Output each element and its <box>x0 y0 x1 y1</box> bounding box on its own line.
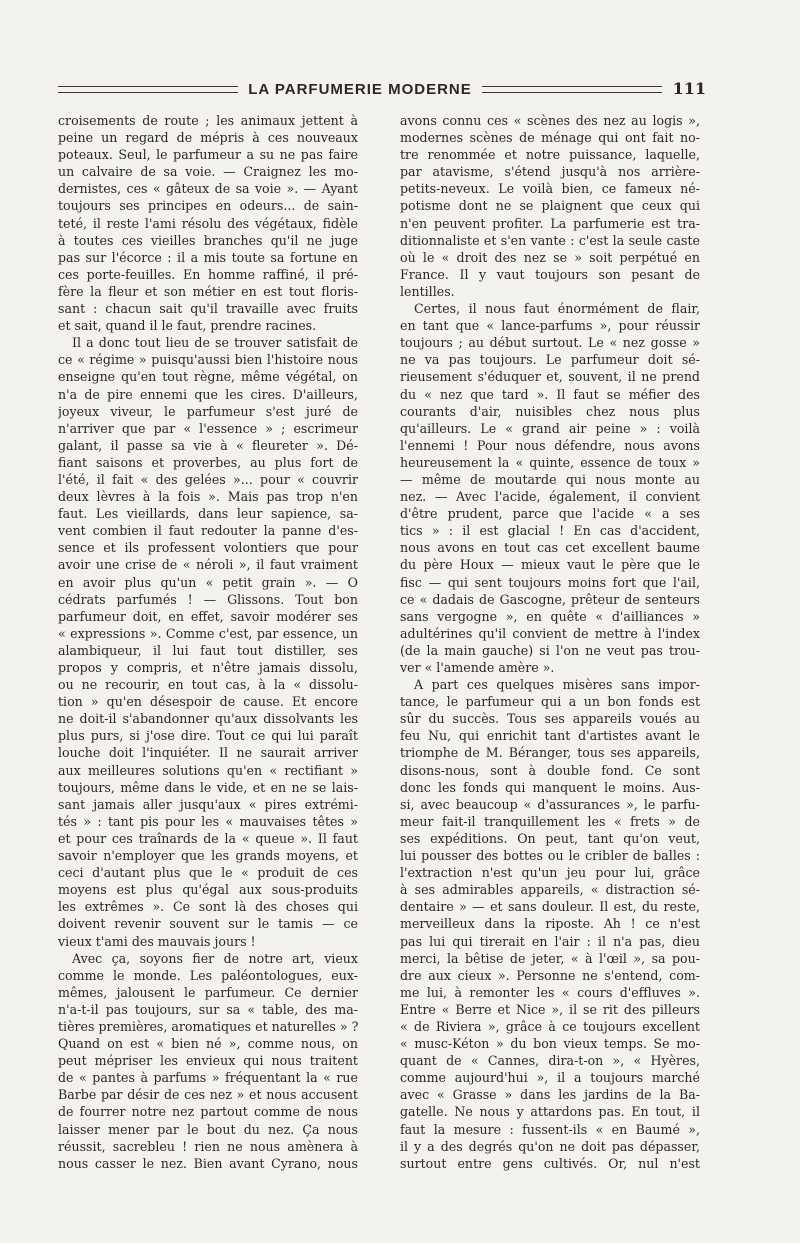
text-line: tance, le parfumeur qui a un bon fonds est <box>400 694 700 710</box>
text-line: qu'ailleurs. Le « grand air peine » : voilà <box>400 420 700 436</box>
text-line: nous casser le nez. Bien avant Cyrano, nous <box>58 1155 358 1171</box>
text-line: fisc — qui sent toujours moins fort que l'ail, <box>400 574 700 590</box>
text-line: dentaire » — et sans douleur. Il est, du reste, <box>400 899 700 915</box>
text-line: cédrats parfumés ! — Glissons. Tout bon <box>58 591 358 607</box>
text-line: par atavisme, s'étend jusqu'à nos arrière- <box>400 164 700 180</box>
text-line: pas sur l'écorce : il a mis toute sa fortune en <box>58 249 358 265</box>
text-line: (de la main gauche) si l'on ne veut pas trou- <box>400 642 700 658</box>
text-line: n'arriver que par « l'essence » ; escrimeur <box>58 420 358 436</box>
text-line: parfumeur doit, en effet, savoir modérer ses <box>58 608 358 624</box>
text-line: l'extraction n'est qu'un jeu pour lui, grâce <box>400 865 700 881</box>
text-line: merveilleux dans la riposte. Ah ! ce n'est <box>400 916 700 932</box>
text-line: Avec ça, soyons fier de notre art, vieux <box>72 950 358 966</box>
text-line: petits-neveux. Le voilà bien, ce fameux né- <box>400 181 700 197</box>
text-line: courants d'air, nuisibles chez nous plus <box>400 403 700 419</box>
text-line: adultérines qu'il convient de mettre à l'index <box>400 625 700 641</box>
text-line: feu Nu, qui enrichit tant d'artistes avant le <box>400 728 700 744</box>
text-line: sûr du succès. Tous ses appareils voués au <box>400 711 700 727</box>
text-line: nez. — Avec l'acide, également, il convient <box>400 489 700 505</box>
text-line: deux lèvres à la fois ». Mais pas trop n'en <box>58 489 358 505</box>
text-line: et pour ces traînards de la « queue ». Il faut <box>58 830 358 846</box>
text-line: vieux t'ami des mauvais jours ! <box>58 933 256 949</box>
text-line: avoir une crise de « néroli », il faut vraiment <box>58 557 358 573</box>
text-line: lentilles. <box>400 283 455 299</box>
text-line: meur fait-il tranquillement les « frets » de <box>400 813 700 829</box>
text-line: enseigne qu'en tout règne, même végétal, on <box>58 369 358 385</box>
text-line: les extrêmes ». Ce sont là des choses qui <box>58 899 358 915</box>
text-line: toujours ; au début surtout. Le « nez gosse » <box>400 335 700 351</box>
text-line: comme aujourd'hui », il a toujours marché <box>400 1070 700 1086</box>
running-header <box>58 78 710 100</box>
text-line: quant de « Cannes, dira-t-on », « Hyères, <box>400 1053 700 1069</box>
text-line: peut mépriser les envieux qui nous traitent <box>58 1053 358 1069</box>
text-line: mêmes, jalousent le parfumeur. Ce dernier <box>58 984 358 1000</box>
text-line: fiant saisons et proverbes, au plus fort de <box>58 454 358 470</box>
text-line: à ses admirables appareils, « distraction sé- <box>400 882 700 898</box>
text-line: ver « l'amende amère ». <box>400 660 555 675</box>
text-line: me lui, à remonter les « cours d'effluves ». <box>400 984 700 1000</box>
text-line: sant : chacun sait qu'il travaille avec fruits <box>58 301 358 317</box>
header-rule-right <box>482 86 662 93</box>
text-line: tières premières, aromatiques et naturelles » ? <box>58 1018 358 1034</box>
text-line: n'a de pire ennemi que les cires. D'ailleurs, <box>58 386 358 402</box>
text-line: sans vergogne », en quête « d'ailliances » <box>400 608 700 624</box>
text-line: ditionnaliste et s'en vante : c'est la seule caste <box>400 232 700 248</box>
text-line: merci, la bêtise de jeter, « à l'œil », sa pou- <box>400 950 700 966</box>
text-line: moyens est plus qu'égal aux sous-produits <box>58 882 358 898</box>
text-line: l'ennemi ! Pour nous défendre, nous avons <box>400 437 700 453</box>
page-number: 111 <box>672 79 706 98</box>
text-line: triomphe de M. Béranger, tous ses appareils, <box>400 745 700 761</box>
journal-title: LA PARFUMERIE MODERNE <box>248 80 472 98</box>
text-line: d'être prudent, parce que l'acide « a ses <box>400 506 700 522</box>
text-line: plus purs, si j'ose dire. Tout ce qui lui paraît <box>58 728 358 744</box>
text-line: Barbe par désir de ces nez » et nous accusent <box>58 1087 358 1103</box>
text-line: doivent revenir souvent sur le tamis — ce <box>58 916 358 932</box>
text-line: Il a donc tout lieu de se trouver satisfait de <box>72 335 358 351</box>
text-line: de fourrer notre nez partout comme de nous <box>58 1104 358 1120</box>
text-line: joyeux viveur, le parfumeur s'est juré de <box>58 403 358 419</box>
text-line: ou ne recourir, en tout cas, à la « dissolu- <box>58 677 358 693</box>
text-line: dre aux cieux ». Personne ne s'entend, com- <box>400 967 700 983</box>
text-line: « musc-Kéton » du bon vieux temps. Se mo- <box>400 1036 700 1052</box>
text-line: gatelle. Ne nous y attardons pas. En tout, il <box>400 1104 700 1120</box>
text-line: peine un regard de mépris à ces nouveaux <box>58 130 358 146</box>
header-rule-left <box>58 86 238 93</box>
text-line: sence et ils professent volontiers que pour <box>58 540 358 556</box>
text-line: lui pousser des bottes ou le cribler de balles : <box>400 848 700 864</box>
text-line: donc les fonds qui manquent le moins. Aus- <box>400 779 700 795</box>
text-line: dernistes, ces « gâteux de sa voie ». — Ayant <box>58 181 358 197</box>
text-line: ce « dadais de Gascogne, prêteur de senteurs <box>400 591 700 607</box>
text-line: faut. Les vieillards, dans leur sapience, sa- <box>58 506 358 522</box>
text-line: n'a-t-il pas toujours, sur sa « table, des ma- <box>58 1001 358 1017</box>
text-line: potisme dont ne se plaignent que ceux qui <box>400 198 700 214</box>
text-line: à toutes ces vieilles branches qu'il ne juge <box>58 232 358 248</box>
text-line: avons connu ces « scènes des nez au logis », <box>400 113 700 128</box>
text-column-left <box>58 112 358 1172</box>
text-line: A part ces quelques misères sans impor- <box>414 677 700 693</box>
text-line: croisements de route ; les animaux jettent à <box>58 113 358 128</box>
text-line: il y a des degrés qu'on ne doit pas dépasser, <box>400 1138 700 1154</box>
text-line: ses expéditions. On peut, tant qu'on veut, <box>400 830 700 846</box>
text-line: « de Riviera », grâce à ce toujours excellent <box>400 1018 700 1034</box>
text-line: ne va pas toujours. Le parfumeur doit sé- <box>400 352 700 368</box>
text-line: pas lui qui tirerait en l'air : il n'a pas, dieu <box>400 933 700 949</box>
text-line: tion » qu'en désespoir de cause. Et encore <box>58 694 358 710</box>
text-line: aux meilleures solutions qu'en « rectifiant » <box>58 762 358 778</box>
text-line: « expressions ». Comme c'est, par essence, un <box>58 625 358 641</box>
text-line: sant jamais aller jusqu'aux « pires extrémi- <box>58 796 358 812</box>
text-line: un calvaire de sa voie. — Craignez les mo- <box>58 164 358 180</box>
text-line: avec « Grasse » dans les jardins de la Ba- <box>400 1087 700 1103</box>
text-line: ceci d'autant plus que le « produit de ces <box>58 865 358 881</box>
text-line: propos y compris, et n'être jamais dissolu, <box>58 660 358 675</box>
text-line: — même de moutarde qui nous monte au <box>400 471 700 487</box>
text-line: disons-nous, sont à double fond. Ce sont <box>400 762 700 778</box>
text-line: et sait, quand il le faut, prendre racines. <box>58 318 317 334</box>
text-line: tics » : il est glacial ! En cas d'accident, <box>400 523 700 539</box>
text-line: ne doit-il s'abandonner qu'aux dissolvants les <box>58 711 358 727</box>
text-line: savoir n'employer que les grands moyens, et <box>58 848 358 864</box>
text-line: surtout entre gens cultivés. Or, nul n'est <box>400 1155 700 1171</box>
text-line: tés » : tant pis pour les « mauvaises têtes » <box>58 813 358 829</box>
text-line: ces porte-feuilles. En homme raffiné, il pré- <box>58 266 358 282</box>
text-line: laisser mener par le bout du nez. Ça nous <box>58 1121 358 1137</box>
text-line: Entre « Berre et Nice », il se rit des pilleurs <box>400 1001 700 1017</box>
text-line: n'en peuvent profiter. La parfumerie est tra- <box>400 215 700 231</box>
text-line: ce « régime » puisqu'aussi bien l'histoire nous <box>58 352 358 368</box>
text-line: si, avec beaucoup « d'assurances », le parfu- <box>400 796 700 812</box>
text-line: toujours ses principes en odeurs... de sain- <box>58 198 358 214</box>
text-line: Quand on est « bien né », comme nous, on <box>58 1036 358 1052</box>
text-line: réussit, sacrebleu ! rien ne nous amènera à <box>58 1138 358 1154</box>
text-line: teté, il reste l'ami résolu des végétaux, fidèle <box>58 215 358 231</box>
text-line: modernes scènes de ménage qui ont fait no- <box>400 130 700 146</box>
text-line: vent combien il faut redouter la panne d'es- <box>58 523 358 539</box>
text-line: alambiqueur, il lui faut tout distiller, ses <box>58 642 358 658</box>
text-line: Certes, il nous faut énormément de flair, <box>414 301 700 317</box>
text-line: nous avons en tout cas cet excellent baume <box>400 540 700 556</box>
text-line: l'été, il fait « des gelées »... pour « couvrir <box>58 471 358 487</box>
text-line: comme le monde. Les paléontologues, eux- <box>58 967 358 983</box>
text-column-right <box>400 112 700 1172</box>
text-line: poteaux. Seul, le parfumeur a su ne pas faire <box>58 147 358 163</box>
text-line: en avoir plus qu'un « petit grain ». — O <box>58 574 358 590</box>
text-line: tre renommée et notre puissance, laquelle, <box>400 147 700 163</box>
text-line: heureusement la « quinte, essence de toux » <box>400 454 700 470</box>
text-line: louche doit l'inquiéter. Il ne saurait arriver <box>58 745 358 761</box>
text-line: galant, il passe sa vie à « fleureter ». Dé- <box>58 437 358 453</box>
text-line: fère la fleur et son métier en est tout floris- <box>58 283 358 299</box>
text-line: rieusement s'éduquer et, souvent, il ne prend <box>400 369 700 385</box>
text-line: en tant que « lance-parfums », pour réussir <box>400 318 700 334</box>
text-line: du père Houx — mieux vaut le père que le <box>400 557 700 573</box>
text-line: du « nez que tard ». Il faut se méfier des <box>400 386 700 402</box>
text-line: où le « droit des nez se » soit perpétué en <box>400 249 700 265</box>
text-line: de « pantes à parfums » fréquentant la « rue <box>58 1070 358 1086</box>
text-line: France. Il y vaut toujours son pesant de <box>400 266 700 282</box>
text-line: toujours, même dans le vide, et en ne se lais- <box>58 779 358 795</box>
text-line: faut la mesure : fussent-ils « en Baumé », <box>400 1121 700 1137</box>
